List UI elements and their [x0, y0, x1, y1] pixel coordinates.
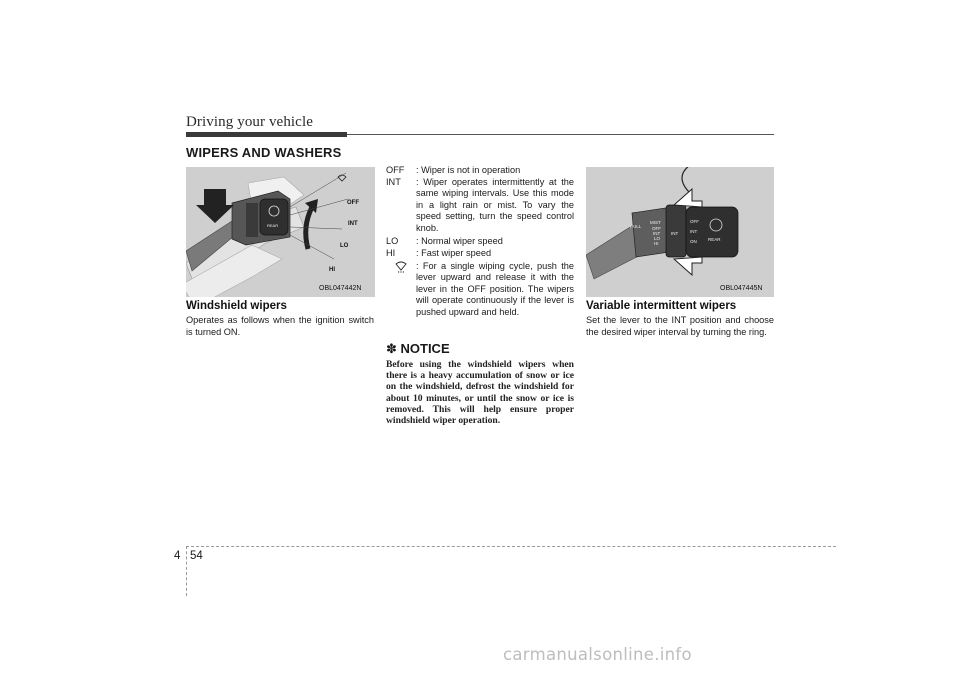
figure-code: OBL047445N: [720, 285, 763, 292]
footer-dashed-divider: [186, 546, 187, 596]
lo-label: LO: [340, 243, 349, 249]
page-header-title: Driving your vehicle: [186, 114, 313, 130]
definition-int: [386, 177, 574, 235]
definition-key: HI: [386, 248, 396, 258]
definition-lo: [386, 236, 574, 248]
rear-label: REAR: [267, 223, 279, 228]
windshield-heading: Windshield wipers: [186, 300, 287, 312]
page-number: 54: [190, 550, 203, 562]
intermittent-ring-figure: [586, 167, 774, 297]
knob-off-label: OFF: [690, 219, 699, 224]
pull-label: PULL: [630, 224, 642, 229]
header-rule-thin: [347, 134, 774, 135]
knob-on-label: ON: [690, 239, 697, 244]
footer-dashed-rule: [186, 546, 836, 547]
mist-label: MIST: [650, 220, 661, 225]
notice-body: Before using the windshield wipers when there is a heavy accumulation of snow or ice on the windshield, defrost the windshield for about 10 minutes, or until the snow or ice is removed. This will help ensure proper windshield wiper operation.: [386, 359, 574, 427]
chapter-number: 4: [174, 550, 181, 562]
definition-key: OFF: [386, 165, 405, 175]
definition-off: [386, 165, 574, 177]
hi-label: HI: [329, 267, 335, 273]
definition-key: INT: [386, 177, 401, 187]
definition-mist: [386, 261, 574, 329]
definition-value: : For a single wiping cycle, push the lever upward and release it with the lever in the OFF position. The wipers will operate continuously if the lever is pushed upward and held.: [416, 261, 574, 317]
off-label: OFF: [347, 200, 359, 206]
hi-label: HI: [654, 241, 659, 246]
wiper-lever-figure: [186, 167, 375, 297]
knob-int-label: INT: [690, 229, 698, 234]
section-title: WIPERS AND WASHERS: [186, 145, 342, 160]
variable-body: Set the lever to the INT position and choose the desired wiper interval by turning the ring.: [586, 315, 774, 337]
mist-icon: [394, 261, 408, 276]
variable-heading: Variable intermittent wipers: [586, 300, 737, 312]
definition-key: LO: [386, 236, 399, 246]
definition-value: : Wiper operates intermittently at the same wiping intervals. Use this mode in a light rain or mist. To vary the speed setting, turn the speed control knob.: [416, 177, 574, 233]
definition-value: : Wiper is not in operation: [416, 165, 521, 175]
figure-code: OBL047442N: [319, 285, 362, 292]
header-rule-thick: [186, 132, 347, 137]
definition-hi: [386, 248, 574, 260]
wiper-lever-illustration: [186, 167, 375, 297]
intermittent-ring-illustration: [586, 167, 774, 297]
windshield-body: Operates as follows when the ignition switch is turned ON.: [186, 315, 374, 337]
ring-int-label: INT: [671, 231, 679, 236]
definition-value: : Normal wiper speed: [416, 236, 503, 246]
rear-label: REAR: [708, 237, 721, 242]
int-label: INT: [348, 221, 358, 227]
notice-title: ✽ NOTICE: [386, 341, 450, 356]
definition-value: : Fast wiper speed: [416, 248, 492, 258]
watermark: carmanualsonline.info: [503, 645, 692, 664]
lo-label: LO: [654, 236, 661, 241]
off-label: OFF: [652, 226, 661, 231]
int-label: INT: [653, 231, 661, 236]
